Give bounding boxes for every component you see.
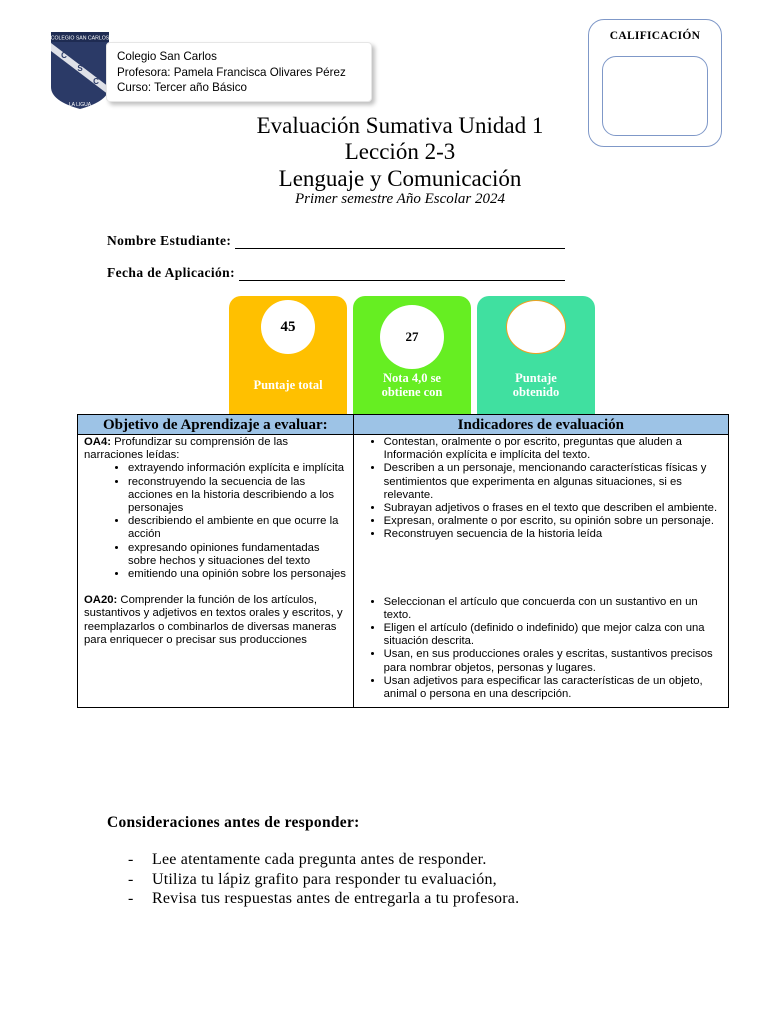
oa4-list <box>84 462 349 581</box>
objective-header: Objetivo de Aprendizaje a evaluar: <box>78 415 354 435</box>
oa20-indicators-list <box>360 596 724 702</box>
considerations-list <box>128 850 519 909</box>
obtained-score-label: Puntaje obtenido <box>512 371 560 399</box>
objectives-table <box>77 414 729 708</box>
list-item: • Usan, en sus producciones orales y escritas, sustantivos precisos para nombrar objetos, personas y lugares. <box>384 648 724 674</box>
subject-title: Lenguaje y Comunicación <box>278 166 522 191</box>
list-item: • describiendo el ambiente en que ocurre la acción <box>128 515 349 541</box>
logo-letter-1: C <box>61 51 67 60</box>
passing-score-label: Nota 4,0 se obtiene con <box>381 371 443 399</box>
application-date-label: Fecha de Aplicación: <box>107 265 235 280</box>
school-logo <box>50 31 110 110</box>
logo-letter-3: C <box>93 77 99 86</box>
application-date-field <box>107 265 565 281</box>
passing-score-value: 27 <box>405 329 419 344</box>
shield-icon <box>50 31 110 110</box>
evaluation-title: Evaluación Sumativa Unidad 1 <box>256 113 544 138</box>
obtained-score-box <box>477 296 595 416</box>
list-item: • Contestan, oralmente o por escrito, preguntas que aluden a Información explícita e implícita del texto. <box>384 436 724 462</box>
student-name-line[interactable] <box>235 236 565 249</box>
obtained-score-circle[interactable] <box>506 300 566 354</box>
logo-bottom-text: LA LIGUA <box>68 102 92 108</box>
list-item: • Reconstruyen secuencia de la historia leída <box>384 528 724 541</box>
list-item: • Subrayan adjetivos o frases en el texto que describen el ambiente. <box>384 502 724 515</box>
list-item: - Utiliza tu lápiz grafito para responder tu evaluación, <box>128 870 497 888</box>
oa4-text: Profundizar su comprensión de las narraciones leídas: <box>84 436 289 462</box>
application-date-line[interactable] <box>239 268 565 281</box>
list-item: • Describen a un personaje, mencionando características físicas y sentimientos que experimenta en algunas situaciones, si es relevante. <box>384 462 724 502</box>
grade-box <box>588 19 722 147</box>
list-item: • Expresan, oralmente o por escrito, su opinión sobre un personaje. <box>384 515 724 528</box>
passing-score-circle <box>380 305 444 369</box>
total-score-label: Puntaje total <box>253 378 323 392</box>
grade-input-area[interactable] <box>602 56 708 136</box>
total-score-box <box>229 296 347 416</box>
school-info-card <box>106 42 372 102</box>
student-name-field <box>107 233 565 249</box>
logo-letter-2: S <box>77 64 83 73</box>
list-item: - Revisa tus respuestas antes de entregarla a tu profesora. <box>128 890 520 907</box>
course-name: Curso: Tercer año Básico <box>117 81 247 94</box>
oa20-code: OA20: <box>84 594 118 607</box>
list-item: • reconstruyendo la secuencia de las acciones en la historia describiendo a los personajes <box>128 476 349 516</box>
list-item: • Eligen el artículo (definido o indefinido) que mejor calza con una situación descrita. <box>384 622 724 648</box>
list-item: • Usan adjetivos para especificar las características de un objeto, animal o persona en una descripción. <box>384 675 724 701</box>
list-item: • Seleccionan el artículo que concuerda con un sustantivo en un texto. <box>384 596 724 622</box>
oa4-code: OA4: <box>84 436 111 448</box>
logo-top-text: COLEGIO SAN CARLOS <box>50 35 110 42</box>
oa20-text: Comprender la función de los artículos, sustantivos y adjetivos en textos orales y escritos, y reemplazarlos o combinarlos de diversas maneras para enriquecer o precisar sus producciones <box>84 594 343 646</box>
lesson-title: Lección 2-3 <box>344 139 456 164</box>
list-item: • extrayendo información explícita e implícita <box>128 462 349 475</box>
considerations-title: Consideraciones antes de responder: <box>107 814 360 831</box>
objectives-cell <box>78 435 354 708</box>
document-titles <box>200 113 600 207</box>
table-header-row <box>78 415 729 435</box>
list-item: • emitiendo una opinión sobre los personajes <box>128 568 349 581</box>
oa4-block <box>84 436 349 581</box>
table-row <box>78 435 729 708</box>
total-score-value: 45 <box>280 318 296 335</box>
indicators-header: Indicadores de evaluación <box>353 415 728 435</box>
indicators-cell <box>353 435 728 708</box>
school-name: Colegio San Carlos <box>117 50 217 63</box>
teacher-name: Profesora: Pamela Francisca Olivares Pérez <box>117 65 346 79</box>
total-score-circle <box>261 300 315 354</box>
semester-subtitle: Primer semestre Año Escolar 2024 <box>295 191 505 207</box>
list-item: • expresando opiniones fundamentadas sobre hechos y situaciones del texto <box>128 542 349 568</box>
grade-box-title: CALIFICACIÓN <box>609 30 701 42</box>
list-item: - Lee atentamente cada pregunta antes de responder. <box>128 851 487 868</box>
student-name-label: Nombre Estudiante: <box>107 233 232 248</box>
passing-score-box <box>353 296 471 416</box>
oa4-indicators-list <box>360 436 724 542</box>
oa20-block <box>84 594 349 647</box>
